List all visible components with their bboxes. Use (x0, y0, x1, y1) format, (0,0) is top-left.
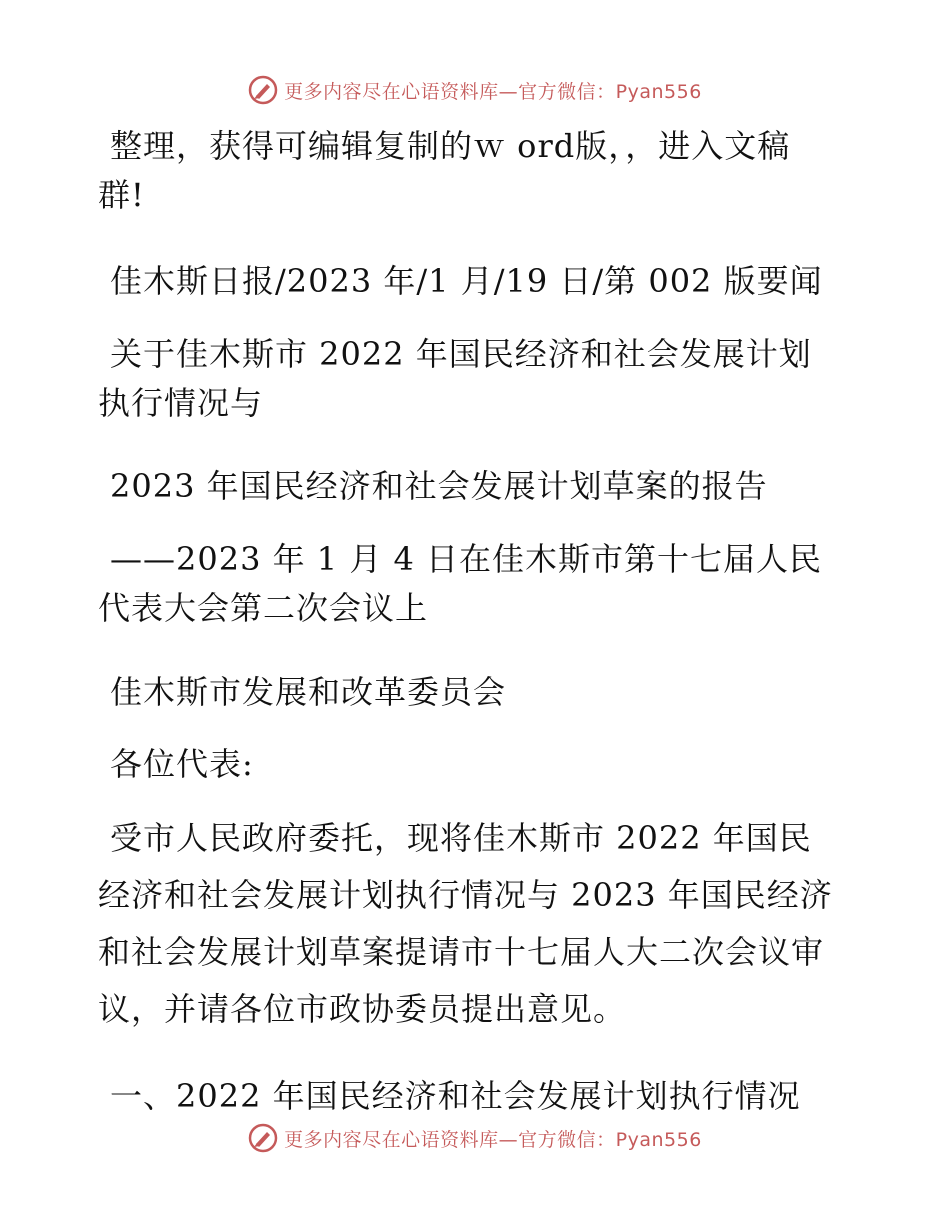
paragraph-line: 2023 年国民经济和社会发展计划草案的报告 (110, 467, 768, 505)
footer-watermark (0, 1118, 950, 1158)
paragraph-line: 群! (98, 176, 145, 214)
watermark-text: 更多内容尽在心语资料库—官方微信：Pyan556 (284, 1128, 702, 1151)
paragraph-line: 各位代表: (110, 745, 254, 783)
paragraph-line: 关于佳木斯市 2022 年国民经济和社会发展计划 (110, 335, 812, 373)
paragraph-line: 佳木斯日报/2023 年/1 月/19 日/第 002 版要闻 (110, 262, 823, 300)
paragraph-title-1 (98, 330, 812, 428)
paragraph-line: 一、2022 年国民经济和社会发展计划执行情况 (110, 1077, 801, 1115)
paragraph-title-2 (98, 462, 768, 511)
paragraph-line: 和社会发展计划草案提请市十七届人大二次会议审 (98, 933, 825, 971)
paragraph-line: 经济和社会发展计划执行情况与 2023 年国民经济 (98, 876, 833, 914)
paragraph-subtitle (98, 535, 822, 633)
paragraph-line: 受市人民政府委托，现将佳木斯市 2022 年国民 (110, 819, 812, 857)
header-watermark (0, 70, 950, 110)
paragraph-line: 代表大会第二次会议上 (98, 589, 429, 627)
pen-logo-icon (248, 1123, 278, 1153)
paragraph-line: 整理，获得可编辑复制的ｗ ord版，，进入文稿 (110, 127, 791, 165)
paragraph-intro (98, 122, 790, 220)
pen-logo-icon (248, 75, 278, 105)
paragraph-line: ——2023 年 1 月 4 日在佳木斯市第十七届人民 (110, 540, 823, 578)
paragraph-line: 佳木斯市发展和改革委员会 (110, 673, 507, 711)
paragraph-line: 议，并请各位市政协委员提出意见。 (98, 990, 627, 1028)
paragraph-author (98, 668, 506, 717)
paragraph-salutation (98, 740, 254, 789)
paragraph-line: 执行情况与 (98, 384, 264, 422)
paragraph-body (98, 814, 833, 1034)
paragraph-source (98, 257, 823, 306)
section-heading (98, 1072, 801, 1121)
watermark-text: 更多内容尽在心语资料库—官方微信：Pyan556 (284, 80, 702, 103)
